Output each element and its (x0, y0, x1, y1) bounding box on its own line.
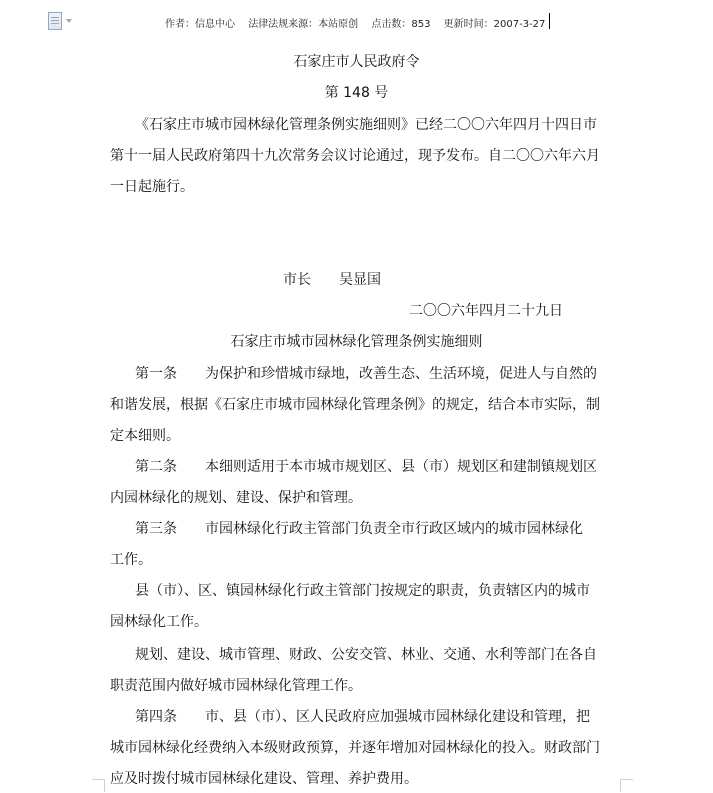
article-line: 园林绿化工作。 (110, 614, 208, 630)
article-line: 第三条 市园林绿化行政主管部门负责全市行政区域内的城市园林绿化 (135, 521, 583, 537)
intro-line: 第十一届人民政府第四十九次常务会议讨论通过，现予发布。自二〇〇六年六月 (110, 148, 600, 164)
article-line: 第四条 市、县（市）、区人民政府应加强城市园林绿化建设和管理，把 (135, 709, 590, 725)
signing-date: 二〇〇六年四月二十九日 (409, 303, 563, 319)
intro-line: 一日起施行。 (110, 179, 194, 195)
order-number: 第 148 号 (324, 85, 389, 101)
article-line: 县（市）、区、镇园林绿化行政主管部门按规定的职责，负责辖区内的城市 (135, 583, 590, 599)
article-line: 内园林绿化的规划、建设、保护和管理。 (110, 490, 362, 506)
meta-author: 作者：信息中心 (165, 19, 235, 30)
article-line: 定本细则。 (110, 428, 180, 444)
meta-hits: 点击数：853 (371, 19, 431, 30)
article-line: 职责范围内做好城市园林绿化管理工作。 (110, 678, 362, 694)
issuer-heading: 石家庄市人民政府令 (293, 54, 420, 70)
signer-line: 市长 吴显国 (283, 272, 381, 288)
article-line: 第二条 本细则适用于本市城市规划区、县（市）规划区和建制镇规划区 (135, 459, 597, 475)
article-line: 规划、建设、城市管理、财政、公安交管、林业、交通、水利等部门在各自 (135, 647, 597, 663)
page-corner-mark (620, 779, 633, 792)
intro-line: 《石家庄市城市园林绿化管理条例实施细则》已经二〇〇六年四月十四日市 (135, 117, 597, 133)
article-line: 第一条 为保护和珍惜城市绿地，改善生态、生活环境，促进人与自然的 (135, 366, 597, 382)
meta-updated: 更新时间：2007-3-27 (443, 19, 546, 30)
page-corner-mark (92, 779, 105, 792)
article-line: 城市园林绿化经费纳入本级财政预算，并逐年增加对园林绿化的投入。财政部门 (110, 740, 600, 756)
article-line: 工作。 (110, 552, 152, 568)
article-line: 和谐发展，根据《石家庄市城市园林绿化管理条例》的规定，结合本市实际，制 (110, 397, 600, 413)
article-line: 应及时拨付城市园林绿化建设、管理、养护费用。 (110, 771, 418, 787)
meta-source: 法律法规来源：本站原创 (248, 19, 359, 30)
regulation-title: 石家庄市城市园林绿化管理条例实施细则 (230, 334, 483, 350)
